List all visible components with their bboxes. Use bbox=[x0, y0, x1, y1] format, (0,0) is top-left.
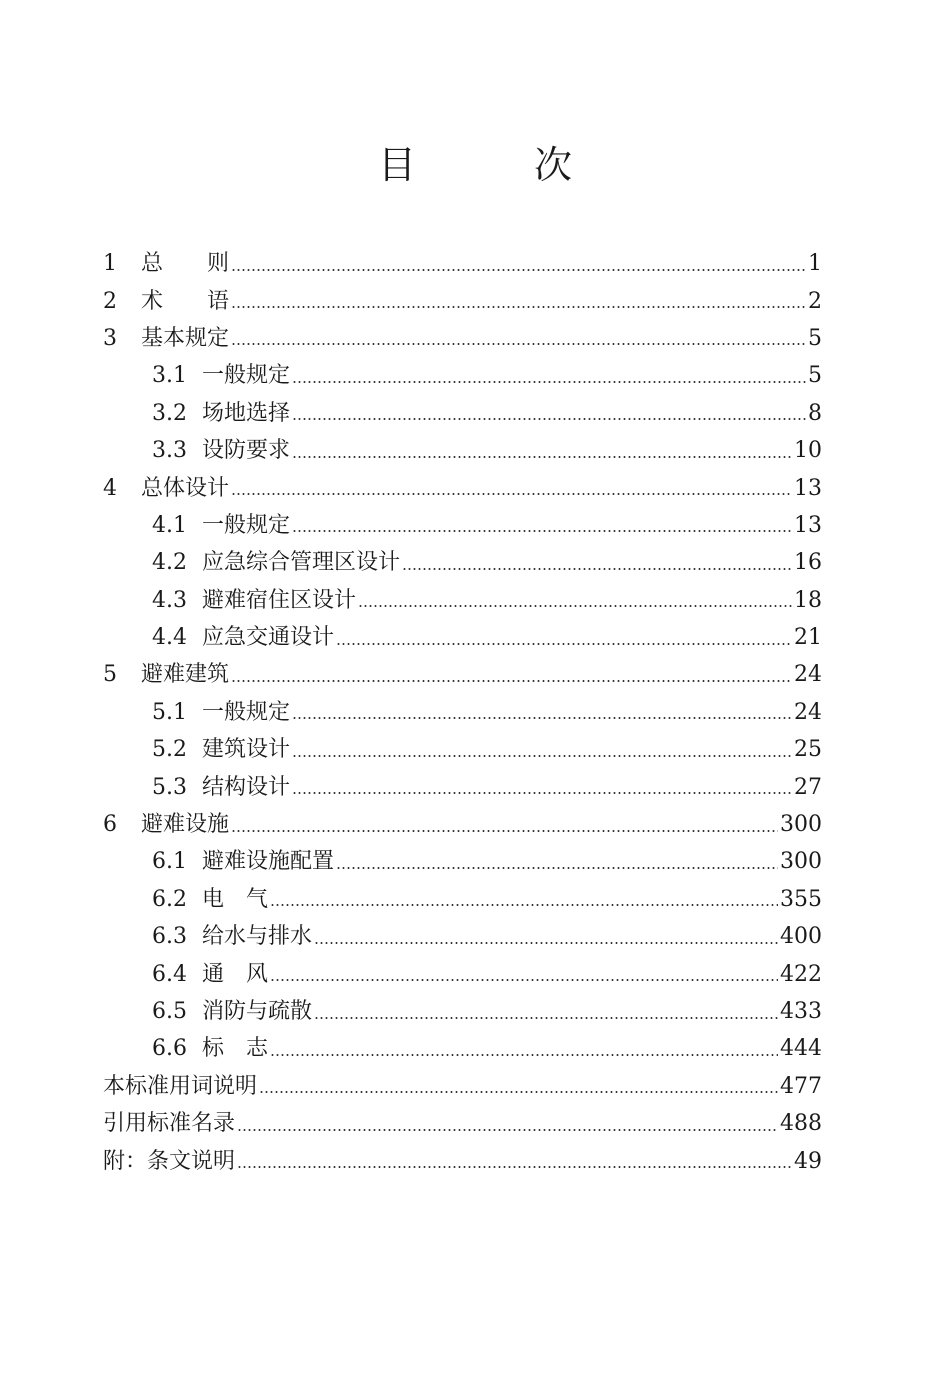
toc-number: 1 bbox=[103, 251, 117, 277]
toc-entry[interactable] bbox=[0, 619, 950, 656]
toc-entry[interactable] bbox=[0, 881, 950, 918]
toc-entry[interactable] bbox=[0, 993, 950, 1030]
toc-entry[interactable] bbox=[0, 507, 950, 544]
toc-leader-dots bbox=[270, 1054, 778, 1056]
toc-label: 总体设计 bbox=[141, 475, 230, 501]
toc-page-number: 25 bbox=[794, 737, 822, 763]
toc-number: 6.2 bbox=[152, 886, 187, 912]
toc-entry[interactable] bbox=[0, 694, 950, 731]
toc-label: 建筑设计 bbox=[202, 737, 291, 763]
toc-entry[interactable] bbox=[0, 469, 950, 506]
toc-leader-dots bbox=[292, 530, 792, 532]
toc-label: 本标准用词说明 bbox=[103, 1073, 258, 1099]
toc-entry[interactable] bbox=[0, 1105, 950, 1142]
toc-leader-dots bbox=[231, 269, 806, 271]
toc-label: 避难宿住区设计 bbox=[202, 587, 357, 613]
toc-entry[interactable] bbox=[0, 918, 950, 955]
toc-entry[interactable] bbox=[0, 955, 950, 992]
toc-number: 6.6 bbox=[152, 1036, 187, 1062]
toc-number: 3.1 bbox=[152, 363, 187, 389]
toc-entry[interactable] bbox=[0, 731, 950, 768]
toc-label: 一般规定 bbox=[202, 699, 291, 725]
toc-leader-dots bbox=[292, 792, 792, 794]
toc-leader-dots bbox=[358, 605, 792, 607]
toc-label: 应急综合管理区设计 bbox=[202, 550, 401, 576]
toc-label: 标 志 bbox=[202, 1036, 269, 1062]
toc-leader-dots bbox=[237, 1129, 778, 1131]
toc-page-number: 400 bbox=[780, 924, 822, 950]
toc-leader-dots bbox=[292, 381, 806, 383]
toc-number: 6.5 bbox=[152, 999, 187, 1024]
toc-leader-dots bbox=[336, 867, 778, 869]
toc-page-number: 433 bbox=[780, 999, 822, 1024]
toc-entry[interactable] bbox=[0, 806, 950, 843]
toc-page-number: 24 bbox=[794, 699, 822, 725]
toc-entry[interactable] bbox=[0, 357, 950, 394]
toc-number: 2 bbox=[103, 288, 117, 314]
table-of-contents bbox=[0, 245, 950, 1180]
toc-leader-dots bbox=[402, 568, 792, 570]
toc-page-number: 5 bbox=[808, 363, 822, 389]
toc-leader-dots bbox=[292, 456, 792, 458]
toc-leader-dots bbox=[259, 1091, 778, 1093]
toc-leader-dots bbox=[270, 904, 778, 906]
toc-entry[interactable] bbox=[0, 1068, 950, 1105]
toc-page-number: 2 bbox=[808, 288, 822, 314]
toc-label: 总 则 bbox=[141, 251, 230, 277]
toc-label: 应急交通设计 bbox=[202, 625, 335, 651]
toc-page-number: 300 bbox=[780, 849, 822, 875]
toc-label: 一般规定 bbox=[202, 363, 291, 389]
toc-page-number: 8 bbox=[808, 400, 822, 426]
toc-label: 附：条文说明 bbox=[103, 1148, 236, 1174]
toc-number: 3 bbox=[103, 325, 117, 351]
toc-number: 3.2 bbox=[152, 400, 187, 426]
toc-entry[interactable] bbox=[0, 320, 950, 357]
toc-entry[interactable] bbox=[0, 1030, 950, 1067]
toc-entry[interactable] bbox=[0, 282, 950, 319]
toc-number: 4.2 bbox=[152, 550, 187, 576]
toc-label: 基本规定 bbox=[141, 325, 230, 351]
toc-entry[interactable] bbox=[0, 843, 950, 880]
toc-label: 设防要求 bbox=[202, 438, 291, 464]
toc-page-number: 13 bbox=[794, 475, 822, 501]
toc-entry[interactable] bbox=[0, 656, 950, 693]
toc-label: 给水与排水 bbox=[202, 924, 313, 950]
toc-label: 避难设施 bbox=[141, 812, 230, 838]
toc-leader-dots bbox=[336, 643, 792, 645]
toc-label: 消防与疏散 bbox=[202, 999, 313, 1024]
toc-entry[interactable] bbox=[0, 544, 950, 581]
toc-number: 4.4 bbox=[152, 625, 187, 651]
toc-number: 4.3 bbox=[152, 587, 187, 613]
toc-entry[interactable] bbox=[0, 245, 950, 282]
toc-label: 一般规定 bbox=[202, 512, 291, 538]
toc-page-number: 18 bbox=[794, 587, 822, 613]
toc-number: 6.4 bbox=[152, 961, 187, 987]
toc-leader-dots bbox=[270, 979, 778, 981]
toc-leader-dots bbox=[231, 343, 806, 345]
toc-page-number: 21 bbox=[794, 625, 822, 651]
toc-label: 场地选择 bbox=[202, 400, 291, 426]
toc-number: 5.3 bbox=[152, 774, 187, 800]
toc-label: 避难建筑 bbox=[141, 662, 230, 688]
toc-number: 5.1 bbox=[152, 699, 187, 725]
toc-label: 术 语 bbox=[141, 288, 230, 314]
toc-number: 4.1 bbox=[152, 512, 187, 538]
toc-leader-dots bbox=[231, 493, 792, 495]
toc-page-number: 24 bbox=[794, 662, 822, 688]
toc-entry[interactable] bbox=[0, 582, 950, 619]
toc-label: 结构设计 bbox=[202, 774, 291, 800]
toc-leader-dots bbox=[314, 1017, 778, 1019]
toc-page-number: 422 bbox=[780, 961, 822, 987]
page-title: 目 次 bbox=[377, 143, 612, 187]
toc-page-number: 444 bbox=[780, 1036, 822, 1062]
toc-number: 6 bbox=[103, 812, 117, 838]
toc-label: 通 风 bbox=[202, 961, 269, 987]
toc-leader-dots bbox=[231, 680, 792, 682]
toc-entry[interactable] bbox=[0, 1142, 950, 1179]
toc-number: 6.3 bbox=[152, 924, 187, 950]
toc-number: 5 bbox=[103, 662, 117, 688]
toc-leader-dots bbox=[237, 1166, 792, 1168]
toc-leader-dots bbox=[292, 755, 792, 757]
toc-page-number: 355 bbox=[780, 886, 822, 912]
toc-leader-dots bbox=[292, 717, 792, 719]
toc-page-number: 10 bbox=[794, 438, 822, 464]
toc-entry[interactable] bbox=[0, 768, 950, 805]
toc-number: 5.2 bbox=[152, 737, 187, 763]
toc-leader-dots bbox=[231, 830, 778, 832]
toc-number: 6.1 bbox=[152, 849, 187, 875]
toc-page-number: 13 bbox=[794, 512, 822, 538]
toc-entry[interactable] bbox=[0, 395, 950, 432]
toc-number: 3.3 bbox=[152, 438, 187, 464]
toc-page-number: 5 bbox=[808, 325, 822, 351]
toc-page-number: 16 bbox=[794, 550, 822, 576]
toc-leader-dots bbox=[231, 306, 806, 308]
toc-page-number: 300 bbox=[780, 812, 822, 838]
toc-number: 4 bbox=[103, 475, 117, 501]
toc-label: 电 气 bbox=[202, 886, 269, 912]
toc-label: 避难设施配置 bbox=[202, 849, 335, 875]
toc-leader-dots bbox=[314, 942, 778, 944]
toc-entry[interactable] bbox=[0, 432, 950, 469]
toc-label: 引用标准名录 bbox=[103, 1111, 236, 1137]
toc-page-number: 49 bbox=[794, 1148, 822, 1174]
toc-page-number: 1 bbox=[808, 251, 822, 277]
toc-leader-dots bbox=[292, 418, 806, 420]
toc-page-number: 488 bbox=[780, 1111, 822, 1137]
toc-page-number: 27 bbox=[794, 774, 822, 800]
toc-page-number: 477 bbox=[780, 1073, 822, 1099]
